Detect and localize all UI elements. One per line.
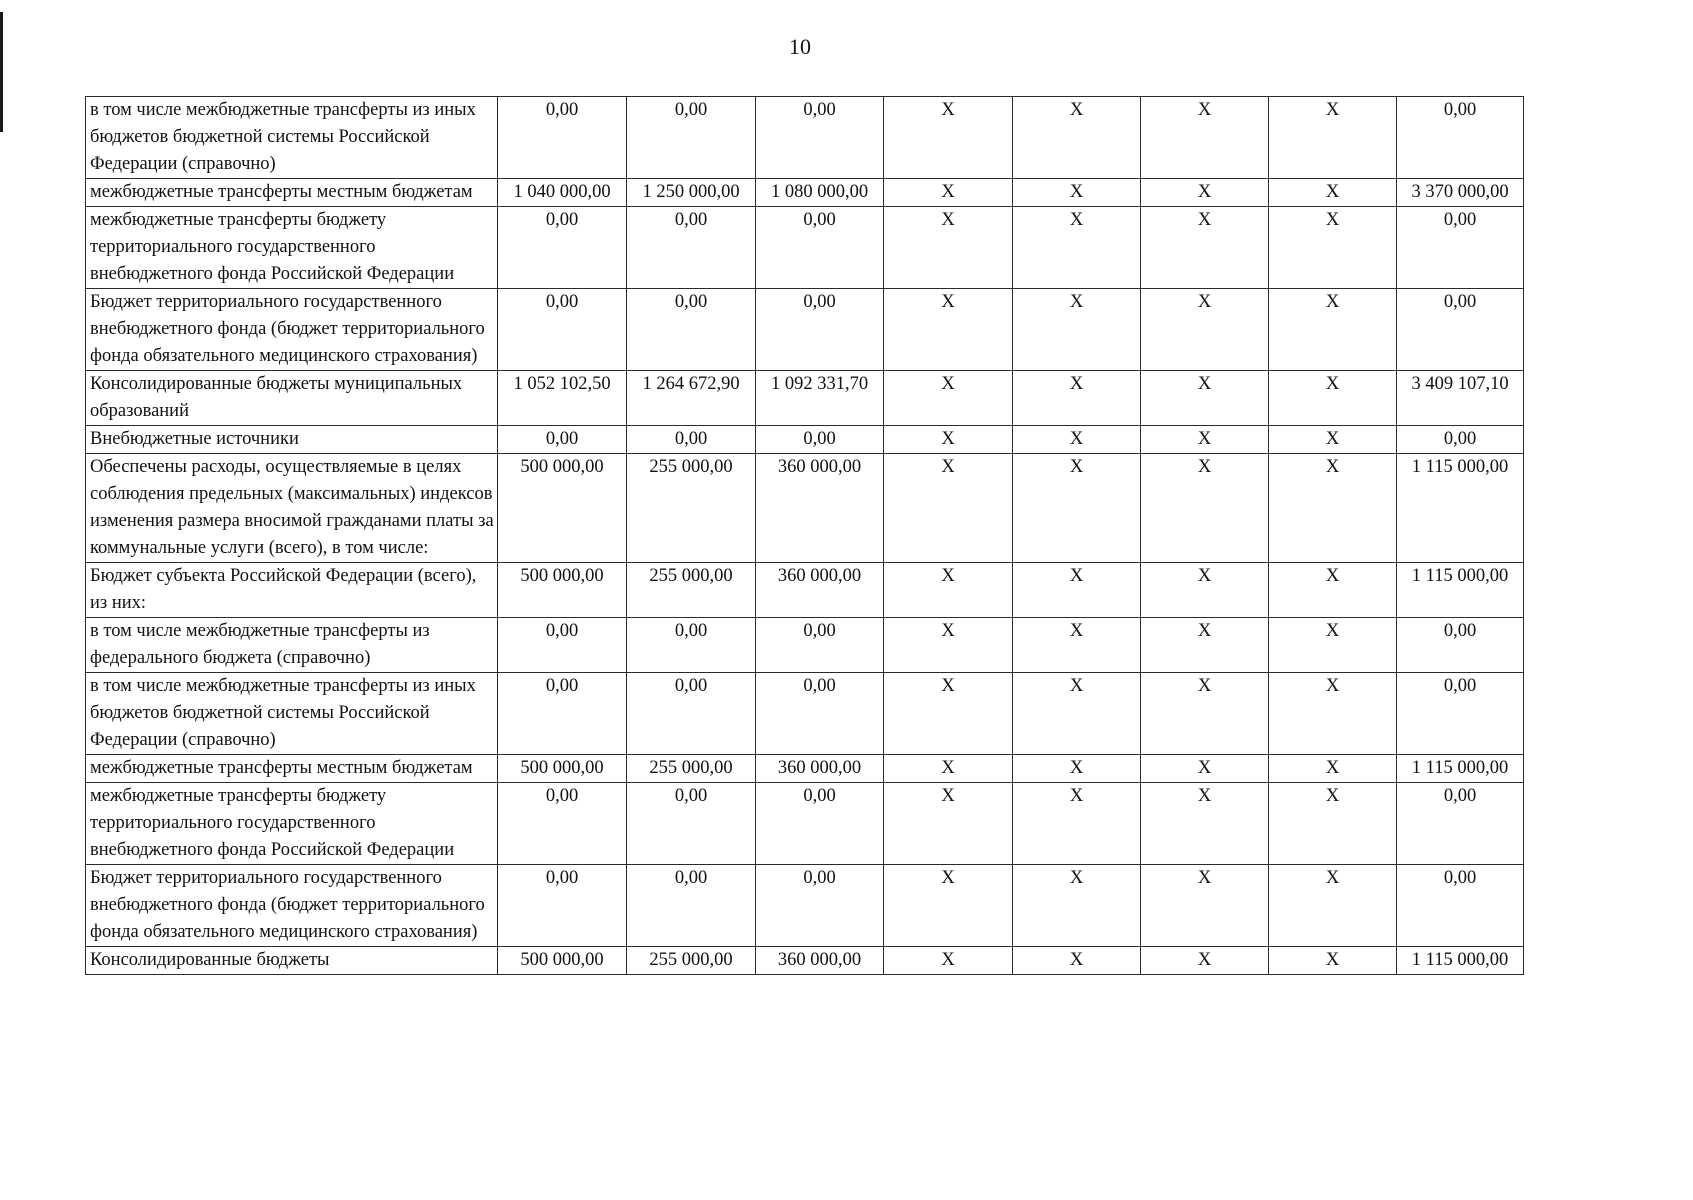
x-cell: X bbox=[884, 783, 1013, 865]
table-row bbox=[86, 673, 1524, 755]
total-cell: 3 409 107,10 bbox=[1397, 371, 1524, 426]
x-cell: X bbox=[1013, 426, 1141, 454]
x-cell: X bbox=[1269, 426, 1397, 454]
row-name: в том числе межбюджетные трансферты из федерального бюджета (справочно) bbox=[86, 618, 498, 673]
total-cell: 0,00 bbox=[1397, 673, 1524, 755]
value-cell: 0,00 bbox=[627, 618, 756, 673]
table-row bbox=[86, 426, 1524, 454]
x-cell: X bbox=[1141, 207, 1269, 289]
value-cell: 0,00 bbox=[498, 618, 627, 673]
value-cell: 0,00 bbox=[498, 289, 627, 371]
x-cell: X bbox=[1013, 371, 1141, 426]
total-cell: 0,00 bbox=[1397, 97, 1524, 179]
x-cell: X bbox=[1269, 371, 1397, 426]
x-cell: X bbox=[884, 755, 1013, 783]
value-cell: 0,00 bbox=[756, 207, 884, 289]
total-cell: 0,00 bbox=[1397, 783, 1524, 865]
table-row bbox=[86, 289, 1524, 371]
value-cell: 1 080 000,00 bbox=[756, 179, 884, 207]
value-cell: 0,00 bbox=[498, 783, 627, 865]
total-cell: 0,00 bbox=[1397, 426, 1524, 454]
table-row bbox=[86, 755, 1524, 783]
value-cell: 1 250 000,00 bbox=[627, 179, 756, 207]
x-cell: X bbox=[1141, 426, 1269, 454]
value-cell: 0,00 bbox=[756, 97, 884, 179]
total-cell: 0,00 bbox=[1397, 289, 1524, 371]
value-cell: 0,00 bbox=[756, 865, 884, 947]
x-cell: X bbox=[1269, 289, 1397, 371]
value-cell: 0,00 bbox=[627, 289, 756, 371]
budget-table bbox=[85, 96, 1524, 975]
table-row bbox=[86, 179, 1524, 207]
value-cell: 0,00 bbox=[627, 426, 756, 454]
value-cell: 360 000,00 bbox=[756, 947, 884, 975]
value-cell: 360 000,00 bbox=[756, 454, 884, 563]
value-cell: 0,00 bbox=[498, 673, 627, 755]
x-cell: X bbox=[1013, 179, 1141, 207]
x-cell: X bbox=[1269, 179, 1397, 207]
x-cell: X bbox=[1269, 673, 1397, 755]
total-cell: 1 115 000,00 bbox=[1397, 947, 1524, 975]
x-cell: X bbox=[1141, 97, 1269, 179]
table-row bbox=[86, 618, 1524, 673]
x-cell: X bbox=[1141, 563, 1269, 618]
value-cell: 0,00 bbox=[627, 783, 756, 865]
value-cell: 0,00 bbox=[627, 673, 756, 755]
x-cell: X bbox=[884, 454, 1013, 563]
x-cell: X bbox=[1141, 289, 1269, 371]
total-cell: 3 370 000,00 bbox=[1397, 179, 1524, 207]
row-name: Обеспечены расходы, осуществляемые в целях соблюдения предельных (максимальных) индексов изменения размера вносимой гражданами платы за коммунальные услуги (всего), в том числе: bbox=[86, 454, 498, 563]
row-name: межбюджетные трансферты бюджету территориального государственного внебюджетного фонда Российской Федерации bbox=[86, 207, 498, 289]
total-cell: 1 115 000,00 bbox=[1397, 563, 1524, 618]
value-cell: 0,00 bbox=[498, 207, 627, 289]
value-cell: 0,00 bbox=[498, 426, 627, 454]
page-number: 10 bbox=[789, 34, 811, 59]
x-cell: X bbox=[1141, 673, 1269, 755]
margin-mark bbox=[0, 12, 3, 132]
row-name: Бюджет субъекта Российской Федерации (всего), из них: bbox=[86, 563, 498, 618]
x-cell: X bbox=[1269, 207, 1397, 289]
x-cell: X bbox=[1141, 865, 1269, 947]
x-cell: X bbox=[1013, 673, 1141, 755]
x-cell: X bbox=[884, 179, 1013, 207]
x-cell: X bbox=[1013, 865, 1141, 947]
table-row bbox=[86, 563, 1524, 618]
value-cell: 0,00 bbox=[756, 289, 884, 371]
x-cell: X bbox=[1141, 371, 1269, 426]
x-cell: X bbox=[884, 289, 1013, 371]
x-cell: X bbox=[884, 618, 1013, 673]
row-name: в том числе межбюджетные трансферты из иных бюджетов бюджетной системы Российской Федерации (справочно) bbox=[86, 97, 498, 179]
value-cell: 500 000,00 bbox=[498, 755, 627, 783]
x-cell: X bbox=[884, 563, 1013, 618]
x-cell: X bbox=[1013, 947, 1141, 975]
x-cell: X bbox=[884, 371, 1013, 426]
value-cell: 500 000,00 bbox=[498, 947, 627, 975]
x-cell: X bbox=[884, 207, 1013, 289]
x-cell: X bbox=[1269, 865, 1397, 947]
x-cell: X bbox=[1013, 207, 1141, 289]
total-cell: 0,00 bbox=[1397, 207, 1524, 289]
x-cell: X bbox=[1013, 97, 1141, 179]
value-cell: 1 040 000,00 bbox=[498, 179, 627, 207]
x-cell: X bbox=[1141, 755, 1269, 783]
x-cell: X bbox=[1141, 618, 1269, 673]
value-cell: 0,00 bbox=[498, 97, 627, 179]
x-cell: X bbox=[1013, 563, 1141, 618]
x-cell: X bbox=[884, 947, 1013, 975]
x-cell: X bbox=[1141, 947, 1269, 975]
x-cell: X bbox=[1269, 97, 1397, 179]
x-cell: X bbox=[1013, 755, 1141, 783]
value-cell: 360 000,00 bbox=[756, 563, 884, 618]
row-name: Бюджет территориального государственного внебюджетного фонда (бюджет территориального фонда обязательного медицинского страхования) bbox=[86, 865, 498, 947]
row-name: в том числе межбюджетные трансферты из иных бюджетов бюджетной системы Российской Федерации (справочно) bbox=[86, 673, 498, 755]
table-row bbox=[86, 207, 1524, 289]
x-cell: X bbox=[1013, 783, 1141, 865]
total-cell: 0,00 bbox=[1397, 618, 1524, 673]
x-cell: X bbox=[1013, 618, 1141, 673]
value-cell: 0,00 bbox=[756, 783, 884, 865]
x-cell: X bbox=[1269, 563, 1397, 618]
value-cell: 0,00 bbox=[498, 865, 627, 947]
row-name: Консолидированные бюджеты муниципальных образований bbox=[86, 371, 498, 426]
value-cell: 255 000,00 bbox=[627, 755, 756, 783]
value-cell: 0,00 bbox=[627, 865, 756, 947]
value-cell: 0,00 bbox=[756, 426, 884, 454]
x-cell: X bbox=[1141, 179, 1269, 207]
x-cell: X bbox=[884, 673, 1013, 755]
value-cell: 255 000,00 bbox=[627, 947, 756, 975]
x-cell: X bbox=[1013, 454, 1141, 563]
value-cell: 0,00 bbox=[756, 673, 884, 755]
value-cell: 0,00 bbox=[756, 618, 884, 673]
total-cell: 1 115 000,00 bbox=[1397, 454, 1524, 563]
row-name: Бюджет территориального государственного внебюджетного фонда (бюджет территориального фонда обязательного медицинского страхования) bbox=[86, 289, 498, 371]
x-cell: X bbox=[1269, 618, 1397, 673]
x-cell: X bbox=[1269, 454, 1397, 563]
value-cell: 255 000,00 bbox=[627, 454, 756, 563]
x-cell: X bbox=[884, 97, 1013, 179]
table-row bbox=[86, 371, 1524, 426]
x-cell: X bbox=[1141, 783, 1269, 865]
row-name: межбюджетные трансферты бюджету территориального государственного внебюджетного фонда Российской Федерации bbox=[86, 783, 498, 865]
row-name: межбюджетные трансферты местным бюджетам bbox=[86, 755, 498, 783]
table-row bbox=[86, 865, 1524, 947]
x-cell: X bbox=[884, 865, 1013, 947]
value-cell: 1 264 672,90 bbox=[627, 371, 756, 426]
table-row bbox=[86, 97, 1524, 179]
row-name: Внебюджетные источники bbox=[86, 426, 498, 454]
x-cell: X bbox=[1269, 947, 1397, 975]
value-cell: 500 000,00 bbox=[498, 563, 627, 618]
value-cell: 255 000,00 bbox=[627, 563, 756, 618]
value-cell: 500 000,00 bbox=[498, 454, 627, 563]
table-row bbox=[86, 454, 1524, 563]
value-cell: 1 092 331,70 bbox=[756, 371, 884, 426]
x-cell: X bbox=[1141, 454, 1269, 563]
total-cell: 0,00 bbox=[1397, 865, 1524, 947]
total-cell: 1 115 000,00 bbox=[1397, 755, 1524, 783]
x-cell: X bbox=[1013, 289, 1141, 371]
value-cell: 0,00 bbox=[627, 97, 756, 179]
table-row bbox=[86, 783, 1524, 865]
value-cell: 360 000,00 bbox=[756, 755, 884, 783]
row-name: Консолидированные бюджеты bbox=[86, 947, 498, 975]
x-cell: X bbox=[1269, 755, 1397, 783]
row-name: межбюджетные трансферты местным бюджетам bbox=[86, 179, 498, 207]
table-row bbox=[86, 947, 1524, 975]
x-cell: X bbox=[1269, 783, 1397, 865]
value-cell: 1 052 102,50 bbox=[498, 371, 627, 426]
value-cell: 0,00 bbox=[627, 207, 756, 289]
x-cell: X bbox=[884, 426, 1013, 454]
